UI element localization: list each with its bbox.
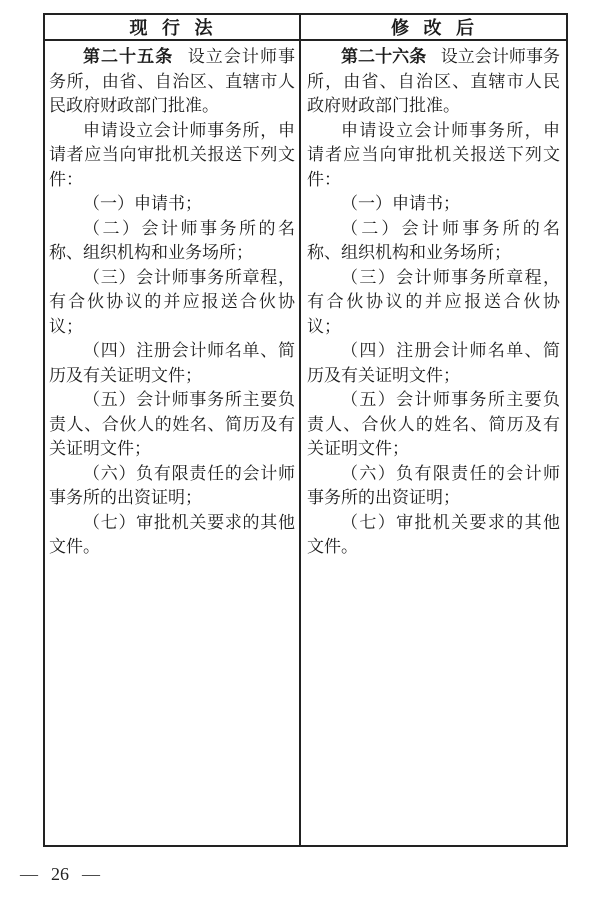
article-intro-text: 设立会计师事务所，由省、自治区、直辖市人民政府财政部门批准。 [307, 47, 561, 115]
list-item-7: （七）审批机关要求的其他文件。 [49, 512, 295, 556]
list-item-4: （四）注册会计师名单、简历及有关证明文件； [307, 341, 560, 385]
list-item-1: （一）申请书； [83, 194, 202, 213]
article-number: 第二十六条 [341, 47, 427, 66]
list-item-2: （二）会计师事务所的名称、组织机构和业务场所； [49, 218, 295, 262]
footer-page-number: 26 [51, 864, 69, 884]
paragraph-filing-requirements: 申请设立会计师事务所，申请者应当向审批机关报送下列文件： [49, 120, 295, 189]
footer-dash-left: — [20, 864, 38, 884]
list-item-3: （三）会计师事务所章程，有合伙协议的并应报送合伙协议； [307, 267, 560, 336]
list-item-3: （三）会计师事务所章程，有合伙协议的并应报送合伙协议； [49, 267, 295, 336]
list-item-1: （一）申请书； [341, 194, 460, 213]
list-item-4: （四）注册会计师名单、简历及有关证明文件； [49, 341, 295, 385]
list-item-2: （二）会计师事务所的名称、组织机构和业务场所； [307, 218, 560, 262]
table-header-current-law: 现 行 法 [45, 15, 301, 41]
law-comparison-table [43, 13, 568, 847]
list-item-5: （五）会计师事务所主要负责人、合伙人的姓名、简历及有关证明文件； [49, 390, 295, 458]
list-item-6: （六）负有限责任的会计师事务所的出资证明； [307, 463, 560, 507]
footer-dash-right: — [82, 864, 100, 884]
article-intro-text: 设立会计师事务所，由省、自治区、直辖市人民政府财政部门批准。 [49, 47, 295, 115]
article-lead-paragraph [307, 45, 560, 119]
page-number [20, 864, 100, 885]
table-header-revised: 修 改 后 [301, 15, 566, 41]
article-lead-paragraph [49, 45, 295, 119]
list-item-5: （五）会计师事务所主要负责人、合伙人的姓名、简历及有关证明文件； [307, 390, 560, 458]
article-number: 第二十五条 [83, 47, 174, 66]
current-law-cell [45, 41, 301, 845]
revised-law-cell [301, 41, 566, 845]
list-item-7: （七）审批机关要求的其他文件。 [307, 512, 560, 556]
list-item-6: （六）负有限责任的会计师事务所的出资证明； [49, 463, 295, 507]
paragraph-filing-requirements: 申请设立会计师事务所，申请者应当向审批机关报送下列文件： [307, 120, 560, 189]
